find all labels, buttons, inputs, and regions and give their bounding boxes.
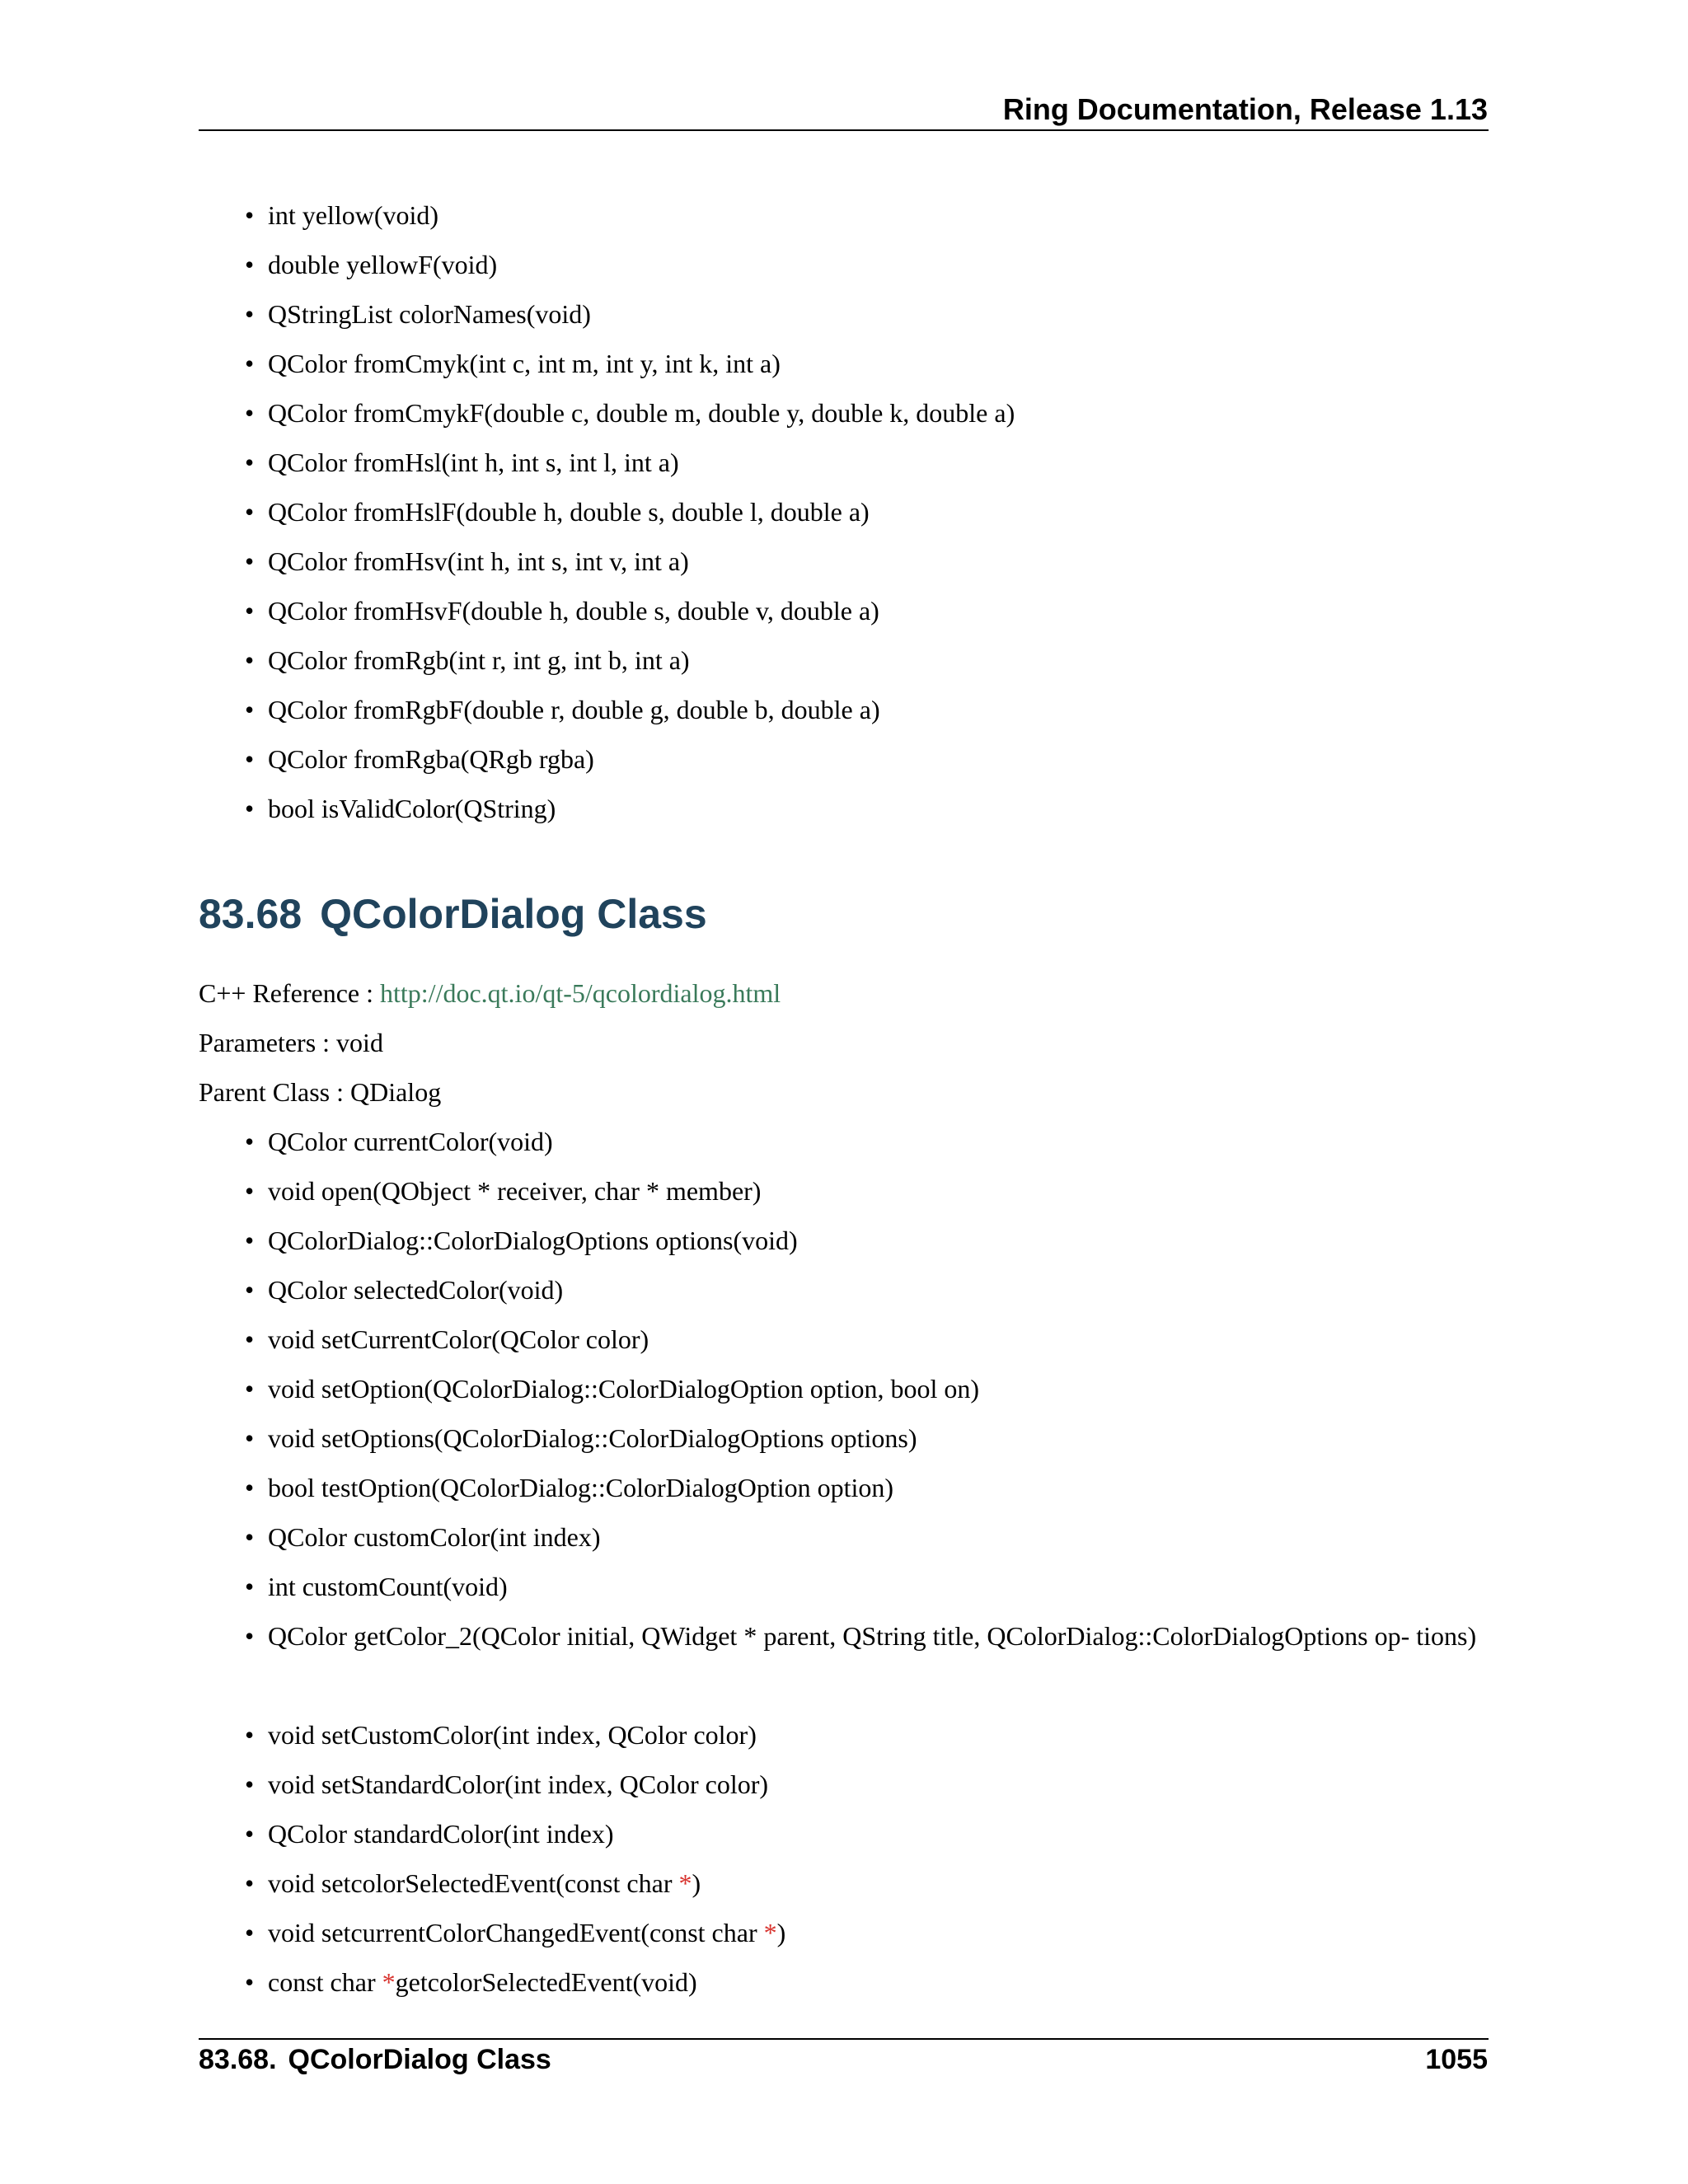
list-item: • QColor fromHsl(int h, int s, int l, int a): [245, 448, 679, 477]
list-item: • QColor fromRgba(QRgb rgba): [245, 744, 594, 774]
list-item: • QColor fromCmyk(int c, int m, int y, int k, int a): [245, 349, 781, 378]
bullet: •: [245, 1572, 255, 1601]
list-item: • void setStandardColor(int index, QColor color): [245, 1769, 769, 1799]
bullet: •: [245, 299, 255, 329]
page-number: 1055: [1425, 2044, 1488, 2075]
list-item: • void setCurrentColor(QColor color): [245, 1324, 649, 1354]
bullet: •: [245, 1769, 255, 1799]
list-item: • void setcurrentColorChangedEvent(const char *): [245, 1918, 786, 1947]
running-footer: [199, 2044, 551, 2076]
section-heading: [199, 890, 707, 938]
list-item: • QColor fromRgb(int r, int g, int b, int a): [245, 645, 690, 675]
bullet: •: [245, 1473, 255, 1502]
bullet: •: [245, 695, 255, 724]
list-item: • QColorDialog::ColorDialogOptions options(void): [245, 1226, 798, 1255]
bullet: •: [245, 250, 255, 279]
cpp-reference: [199, 977, 781, 1009]
section-number: 83.68: [199, 891, 302, 937]
bullet: •: [245, 1423, 255, 1453]
list-item: • QColor currentColor(void): [245, 1127, 553, 1156]
bullet: •: [245, 1324, 255, 1354]
list-item: • QColor selectedColor(void): [245, 1275, 564, 1305]
bullet: •: [245, 1621, 255, 1651]
bullet: •: [245, 1522, 255, 1552]
list-item: • bool testOption(QColorDialog::ColorDialogOption option): [245, 1473, 894, 1502]
footer-section-title: QColorDialog Class: [288, 2044, 551, 2075]
list-item: • QColor fromHsvF(double h, double s, double v, double a): [245, 596, 879, 626]
list-item: • QColor getColor_2(QColor initial, QWidget * parent, QString title, QColorDialog::ColorDialogOptions op- tions): [245, 1621, 1477, 1651]
list-item: • QColor fromRgbF(double r, double g, double b, double a): [245, 695, 880, 724]
asterisk-mark: *: [382, 1967, 396, 1997]
list-item: • QColor standardColor(int index): [245, 1819, 614, 1849]
section-title-text: QColorDialog Class: [320, 891, 707, 937]
bullet: •: [245, 497, 255, 527]
list-item: • void setOptions(QColorDialog::ColorDialogOptions options): [245, 1423, 917, 1453]
list-item: • void setCustomColor(int index, QColor color): [245, 1720, 757, 1750]
bullet: •: [245, 596, 255, 626]
bullet: •: [245, 398, 255, 428]
asterisk-mark: *: [678, 1868, 692, 1898]
bullet: •: [245, 1226, 255, 1255]
list-item: • QColor fromHsv(int h, int s, int v, int a): [245, 546, 689, 576]
list-item: • int yellow(void): [245, 200, 439, 230]
bullet: •: [245, 448, 255, 477]
running-header: Ring Documentation, Release 1.13: [1002, 92, 1488, 126]
bullet: •: [245, 645, 255, 675]
asterisk-mark: *: [763, 1918, 777, 1947]
bullet: •: [245, 1374, 255, 1404]
footer-rule: [199, 2038, 1489, 2040]
bullet: •: [245, 1127, 255, 1156]
list-item: • QColor fromHslF(double h, double s, double l, double a): [245, 497, 870, 527]
bullet: •: [245, 1176, 255, 1206]
list-item: • QColor customColor(int index): [245, 1522, 601, 1552]
bullet: •: [245, 1720, 255, 1750]
list-item: • double yellowF(void): [245, 250, 498, 279]
parent-class-line: Parent Class : QDialog: [199, 1077, 442, 1107]
parameters-line: Parameters : void: [199, 1028, 383, 1057]
list-item: • int customCount(void): [245, 1572, 508, 1601]
cpp-reference-link[interactable]: http://doc.qt.io/qt-5/qcolordialog.html: [380, 978, 781, 1008]
bullet: •: [245, 1967, 255, 1997]
bullet: •: [245, 1918, 255, 1947]
list-item: • void setOption(QColorDialog::ColorDialogOption option, bool on): [245, 1374, 980, 1404]
bullet: •: [245, 744, 255, 774]
bullet: •: [245, 349, 255, 378]
header-rule: [199, 129, 1489, 131]
list-item: • QStringList colorNames(void): [245, 299, 591, 329]
list-item: • QColor fromCmykF(double c, double m, double y, double k, double a): [245, 398, 1015, 428]
list-item: • bool isValidColor(QString): [245, 794, 556, 823]
footer-section-number: 83.68.: [199, 2044, 277, 2075]
bullet: •: [245, 1868, 255, 1898]
bullet: •: [245, 200, 255, 230]
list-item: • void open(QObject * receiver, char * member): [245, 1176, 762, 1206]
list-item: • void setcolorSelectedEvent(const char *): [245, 1868, 701, 1898]
bullet: •: [245, 1275, 255, 1305]
bullet: •: [245, 794, 255, 823]
list-item: • const char *getcolorSelectedEvent(void): [245, 1967, 697, 1997]
cpp-reference-label: C++ Reference :: [199, 978, 380, 1008]
bullet: •: [245, 546, 255, 576]
bullet: •: [245, 1819, 255, 1849]
